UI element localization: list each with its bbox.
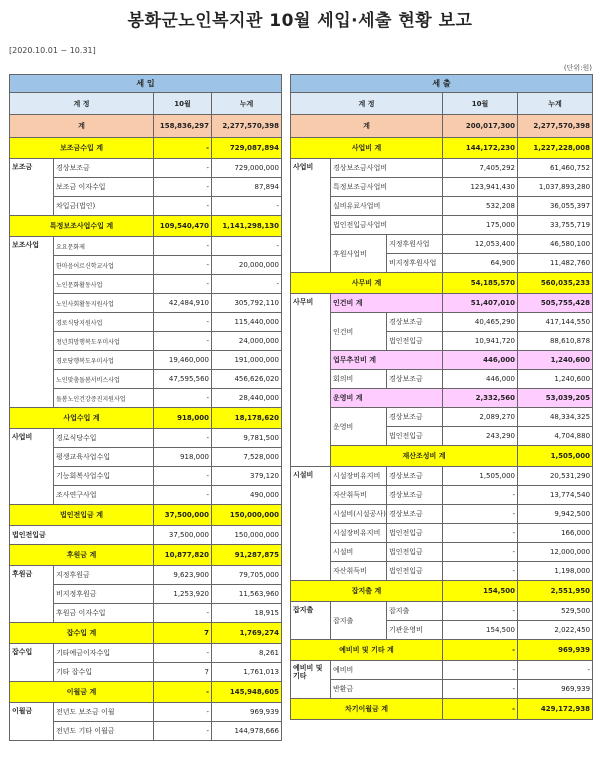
cum-value: 2,022,450 bbox=[518, 621, 593, 640]
cum-value: 150,000,000 bbox=[212, 526, 282, 545]
category-label: 사업비 bbox=[10, 429, 54, 505]
month-value: 42,484,910 bbox=[154, 294, 212, 313]
item-name: 인건비 bbox=[331, 313, 387, 351]
month-value: - bbox=[154, 703, 212, 722]
cum-value: 91,287,875 bbox=[212, 545, 282, 566]
subtotal-row bbox=[10, 216, 282, 237]
month-value: 64,900 bbox=[443, 254, 518, 273]
subtotal-row bbox=[291, 640, 593, 661]
income-section-title: 세 입 bbox=[10, 75, 282, 93]
expense-table bbox=[290, 74, 593, 720]
month-value: 51,407,010 bbox=[443, 294, 518, 313]
col-account: 계 정 bbox=[10, 93, 154, 115]
month-value: 200,017,300 bbox=[443, 115, 518, 138]
sub-item-name: 법인전입금 bbox=[387, 332, 443, 351]
table-row bbox=[291, 370, 593, 389]
month-value: 918,000 bbox=[154, 408, 212, 429]
table-row bbox=[291, 235, 593, 254]
sub-item-name: 경상보조금 bbox=[387, 486, 443, 505]
month-value: 7 bbox=[154, 663, 212, 682]
cum-value: 53,039,205 bbox=[518, 389, 593, 408]
item-name: 기타 잡수입 bbox=[54, 663, 154, 682]
month-value: - bbox=[443, 699, 518, 720]
month-value: - bbox=[154, 429, 212, 448]
cum-value: 2,277,570,398 bbox=[518, 115, 593, 138]
item-name: 노인맞춤돌봄서비스사업 bbox=[54, 370, 154, 389]
cum-value: 33,755,719 bbox=[518, 216, 593, 235]
category-label: 시설비 bbox=[291, 467, 331, 581]
month-value: - bbox=[154, 389, 212, 408]
month-value: 532,208 bbox=[443, 197, 518, 216]
item-name: 자산취득비 bbox=[331, 562, 387, 581]
cum-value: 4,704,880 bbox=[518, 427, 593, 446]
cum-value: - bbox=[212, 197, 282, 216]
sub-item-name: 경상보조금 bbox=[387, 370, 443, 389]
month-value: - bbox=[443, 543, 518, 562]
cum-value: 379,120 bbox=[212, 467, 282, 486]
table-row bbox=[291, 467, 593, 486]
row-label: 이월금 계 bbox=[10, 682, 154, 703]
month-value: 37,500,000 bbox=[154, 505, 212, 526]
month-value: - bbox=[443, 562, 518, 581]
month-value: 2,089,270 bbox=[443, 408, 518, 427]
item-name: 시설장비유지비 bbox=[331, 467, 387, 486]
category-label: 사무비 bbox=[291, 294, 331, 467]
subtotal-row bbox=[291, 351, 593, 370]
month-value: 154,500 bbox=[443, 621, 518, 640]
category-label: 법인전입금 bbox=[10, 526, 154, 545]
item-name: 예비비 bbox=[331, 661, 443, 680]
sub-item-name: 경상보조금 bbox=[387, 313, 443, 332]
table-row bbox=[10, 429, 282, 448]
table-row bbox=[10, 644, 282, 663]
cum-value: 1,761,013 bbox=[212, 663, 282, 682]
cum-value: 191,000,000 bbox=[212, 351, 282, 370]
subtotal-row bbox=[10, 505, 282, 526]
category-label: 보조금 bbox=[10, 159, 54, 216]
row-label: 계 bbox=[291, 115, 443, 138]
item-name: 시설비 bbox=[331, 543, 387, 562]
month-value: 918,000 bbox=[154, 448, 212, 467]
month-value: - bbox=[154, 275, 212, 294]
expense-section-title: 세 출 bbox=[291, 75, 593, 93]
month-value: - bbox=[154, 644, 212, 663]
month-value: - bbox=[154, 682, 212, 703]
month-value: - bbox=[154, 604, 212, 623]
cum-value: 20,531,290 bbox=[518, 467, 593, 486]
item-name: 전년도 기타 이월금 bbox=[54, 722, 154, 741]
month-value: 10,877,820 bbox=[154, 545, 212, 566]
table-row bbox=[291, 408, 593, 427]
cum-value: 490,000 bbox=[212, 486, 282, 505]
row-label: 사무비 계 bbox=[291, 273, 443, 294]
month-value: 7 bbox=[154, 623, 212, 644]
row-label: 인건비 계 bbox=[331, 294, 443, 313]
sub-item-name: 법인전입금 bbox=[387, 427, 443, 446]
cum-value: 46,580,100 bbox=[518, 235, 593, 254]
item-name: 경상보조금 bbox=[54, 159, 154, 178]
month-value: - bbox=[154, 197, 212, 216]
cum-value: 1,769,274 bbox=[212, 623, 282, 644]
col-month: 10월 bbox=[443, 93, 518, 115]
sub-item-name: 경상보조금 bbox=[387, 505, 443, 524]
cum-value: 305,792,110 bbox=[212, 294, 282, 313]
cum-value: 1,240,600 bbox=[518, 351, 593, 370]
sub-item-name: 경상보조금 bbox=[387, 408, 443, 427]
item-name: 보조금 이자수입 bbox=[54, 178, 154, 197]
cum-value: 1,141,298,130 bbox=[212, 216, 282, 237]
expense-total-row bbox=[291, 115, 593, 138]
month-value: 37,500,000 bbox=[154, 526, 212, 545]
table-row bbox=[291, 661, 593, 680]
sub-item-name: 경상보조금 bbox=[387, 467, 443, 486]
month-value: 243,290 bbox=[443, 427, 518, 446]
item-name: 청년희망행복도우미사업 bbox=[54, 332, 154, 351]
table-row bbox=[291, 602, 593, 621]
sub-item-name: 지정후원사업 bbox=[387, 235, 443, 254]
month-value: - bbox=[443, 661, 518, 680]
sub-item-name: 법인전입금 bbox=[387, 543, 443, 562]
month-value: 109,540,470 bbox=[154, 216, 212, 237]
cum-value: 529,500 bbox=[518, 602, 593, 621]
cum-value: 150,000,000 bbox=[212, 505, 282, 526]
subtotal-row bbox=[291, 581, 593, 602]
cum-value: 166,000 bbox=[518, 524, 593, 543]
item-name: 자산취득비 bbox=[331, 486, 387, 505]
row-label: 차기이월금 계 bbox=[291, 699, 443, 720]
cum-value: 729,000,000 bbox=[212, 159, 282, 178]
sub-item-name: 비지정후원사업 bbox=[387, 254, 443, 273]
category-label: 후원금 bbox=[10, 566, 54, 623]
table-row bbox=[291, 313, 593, 332]
cum-value: 115,440,000 bbox=[212, 313, 282, 332]
month-value: - bbox=[154, 138, 212, 159]
cum-value: 24,000,000 bbox=[212, 332, 282, 351]
category-label: 예비비 및기타 bbox=[291, 661, 331, 699]
item-name: 잡지출 bbox=[331, 602, 387, 640]
item-name: 조사연구사업 bbox=[54, 486, 154, 505]
month-value: - bbox=[443, 602, 518, 621]
col-cumulative: 누계 bbox=[518, 93, 593, 115]
report-period: [2020.10.01 ~ 10.31] bbox=[9, 46, 96, 55]
month-value: 54,185,570 bbox=[443, 273, 518, 294]
cum-value: 2,551,950 bbox=[518, 581, 593, 602]
month-value: 47,595,560 bbox=[154, 370, 212, 389]
table-row bbox=[10, 159, 282, 178]
subtotal-row bbox=[291, 294, 593, 313]
month-value: - bbox=[154, 467, 212, 486]
table-row bbox=[10, 703, 282, 722]
item-name: 반환금 bbox=[331, 680, 443, 699]
cum-value: 144,978,666 bbox=[212, 722, 282, 741]
cum-value: 145,948,605 bbox=[212, 682, 282, 703]
subtotal-row bbox=[10, 408, 282, 429]
cum-value: 429,172,938 bbox=[518, 699, 593, 720]
cum-value: 456,626,020 bbox=[212, 370, 282, 389]
month-value: 19,460,000 bbox=[154, 351, 212, 370]
item-name: 차입금(법인) bbox=[54, 197, 154, 216]
cum-value: 969,939 bbox=[518, 680, 593, 699]
category-label: 이월금 bbox=[10, 703, 54, 741]
month-value: - bbox=[154, 486, 212, 505]
sub-item-name: 기관운영비 bbox=[387, 621, 443, 640]
month-value: 154,500 bbox=[443, 581, 518, 602]
table-row bbox=[291, 543, 593, 562]
month-value: - bbox=[154, 722, 212, 741]
row-label: 특정보조사업수입 계 bbox=[10, 216, 154, 237]
item-name: 기능회복사업수입 bbox=[54, 467, 154, 486]
cum-value: 9,781,500 bbox=[212, 429, 282, 448]
row-label: 업무추진비 계 bbox=[331, 351, 443, 370]
sub-item-name: 법인전입금 bbox=[387, 562, 443, 581]
cum-value: 2,277,570,398 bbox=[212, 115, 282, 138]
subtotal-row bbox=[10, 623, 282, 644]
item-name: 돌봄노인건강증진지원사업 bbox=[54, 389, 154, 408]
cum-value: 11,482,760 bbox=[518, 254, 593, 273]
cum-value: 18,915 bbox=[212, 604, 282, 623]
table-row bbox=[291, 680, 593, 699]
cum-value: - bbox=[212, 237, 282, 256]
item-name: 노인사회활동지원사업 bbox=[54, 294, 154, 313]
cum-value: 11,563,960 bbox=[212, 585, 282, 604]
month-value: - bbox=[154, 159, 212, 178]
item-name: 운영비 bbox=[331, 408, 387, 446]
row-label: 잡수입 계 bbox=[10, 623, 154, 644]
month-value: 1,505,000 bbox=[518, 446, 593, 467]
cum-value: 18,178,620 bbox=[212, 408, 282, 429]
income-total-row bbox=[10, 115, 282, 138]
item-name: 경로식당지원사업 bbox=[54, 313, 154, 332]
subtotal-row bbox=[291, 446, 593, 467]
subtotal-row bbox=[10, 682, 282, 703]
item-name: 시설장비유지비 bbox=[331, 524, 387, 543]
row-label: 사업비 계 bbox=[291, 138, 443, 159]
month-value: 123,941,430 bbox=[443, 178, 518, 197]
row-label: 계 bbox=[10, 115, 154, 138]
month-value: 1,505,000 bbox=[443, 467, 518, 486]
table-row bbox=[291, 216, 593, 235]
table-row bbox=[291, 562, 593, 581]
month-value: 446,000 bbox=[443, 370, 518, 389]
month-value: - bbox=[154, 256, 212, 275]
category-label: 잡수입 bbox=[10, 644, 54, 682]
cum-value: 969,939 bbox=[518, 640, 593, 661]
cum-value: 729,087,894 bbox=[212, 138, 282, 159]
month-value: - bbox=[443, 524, 518, 543]
item-name: 노인문화활동사업 bbox=[54, 275, 154, 294]
item-name: 후원금 이자수입 bbox=[54, 604, 154, 623]
row-label: 후원금 계 bbox=[10, 545, 154, 566]
subtotal-row bbox=[291, 273, 593, 294]
row-label: 사업수입 계 bbox=[10, 408, 154, 429]
month-value: 7,405,292 bbox=[443, 159, 518, 178]
cum-value: 87,894 bbox=[212, 178, 282, 197]
cum-value: 12,000,000 bbox=[518, 543, 593, 562]
cum-value: 9,942,500 bbox=[518, 505, 593, 524]
item-name: 경로당행복도우미사업 bbox=[54, 351, 154, 370]
month-value: 9,623,900 bbox=[154, 566, 212, 585]
unit-label: (단위:원) bbox=[563, 64, 592, 72]
cum-value: 8,261 bbox=[212, 644, 282, 663]
sub-item-name: 법인전입금 bbox=[387, 524, 443, 543]
cum-value: 1,227,228,008 bbox=[518, 138, 593, 159]
item-name: 지정후원금 bbox=[54, 566, 154, 585]
month-value: - bbox=[154, 332, 212, 351]
month-value: - bbox=[154, 237, 212, 256]
month-value: 158,836,297 bbox=[154, 115, 212, 138]
category-label: 사업비 bbox=[291, 159, 331, 273]
cum-value: 28,440,000 bbox=[212, 389, 282, 408]
report-title: 봉화군노인복지관 10월 세입·세출 현황 보고 bbox=[127, 11, 473, 31]
cum-value: 48,334,325 bbox=[518, 408, 593, 427]
item-name: 기타예금이자수입 bbox=[54, 644, 154, 663]
item-name: 실비유료사업비 bbox=[331, 197, 443, 216]
table-row bbox=[291, 505, 593, 524]
col-cumulative: 누계 bbox=[212, 93, 282, 115]
month-value: - bbox=[443, 680, 518, 699]
row-label: 운영비 계 bbox=[331, 389, 443, 408]
item-name: 회의비 bbox=[331, 370, 387, 389]
col-month: 10월 bbox=[154, 93, 212, 115]
subtotal-row bbox=[10, 545, 282, 566]
row-label: 잡지출 계 bbox=[291, 581, 443, 602]
table-row bbox=[10, 526, 282, 545]
cum-value: - bbox=[212, 275, 282, 294]
subtotal-row bbox=[10, 138, 282, 159]
item-name: 요요문화제 bbox=[54, 237, 154, 256]
item-name: 전년도 보조금 이월 bbox=[54, 703, 154, 722]
subtotal-row bbox=[291, 389, 593, 408]
cum-value: - bbox=[518, 661, 593, 680]
month-value: 40,465,290 bbox=[443, 313, 518, 332]
item-name: 특정보조금사업비 bbox=[331, 178, 443, 197]
cum-value: 36,055,397 bbox=[518, 197, 593, 216]
item-name: 한마음어르신학교사업 bbox=[54, 256, 154, 275]
col-account: 계 정 bbox=[291, 93, 443, 115]
cum-value: 1,037,893,280 bbox=[518, 178, 593, 197]
row-label: 법인전입금 계 bbox=[10, 505, 154, 526]
month-value: 12,053,400 bbox=[443, 235, 518, 254]
cum-value: 1,198,000 bbox=[518, 562, 593, 581]
cum-value: 560,035,233 bbox=[518, 273, 593, 294]
item-name: 평생교육사업수입 bbox=[54, 448, 154, 467]
month-value: 446,000 bbox=[443, 351, 518, 370]
item-name: 비지정후원금 bbox=[54, 585, 154, 604]
cum-value: 7,528,000 bbox=[212, 448, 282, 467]
row-label: 보조금수입 계 bbox=[10, 138, 154, 159]
month-value: - bbox=[154, 178, 212, 197]
table-row bbox=[291, 159, 593, 178]
cum-value: 20,000,000 bbox=[212, 256, 282, 275]
subtotal-row bbox=[291, 138, 593, 159]
table-row bbox=[291, 197, 593, 216]
month-value: 10,941,720 bbox=[443, 332, 518, 351]
row-label: 재산조성비 계 bbox=[331, 446, 518, 467]
table-row bbox=[291, 524, 593, 543]
table-row bbox=[10, 566, 282, 585]
category-label: 잡지출 bbox=[291, 602, 331, 640]
cum-value: 88,610,878 bbox=[518, 332, 593, 351]
row-label: 예비비 및 기타 계 bbox=[291, 640, 443, 661]
item-name: 법인전입금사업비 bbox=[331, 216, 443, 235]
item-name: 경상보조금사업비 bbox=[331, 159, 443, 178]
table-row bbox=[10, 237, 282, 256]
cum-value: 505,755,428 bbox=[518, 294, 593, 313]
month-value: 144,172,230 bbox=[443, 138, 518, 159]
item-name: 후원사업비 bbox=[331, 235, 387, 273]
cum-value: 969,939 bbox=[212, 703, 282, 722]
month-value: 1,253,920 bbox=[154, 585, 212, 604]
subtotal-row bbox=[291, 699, 593, 720]
month-value: 2,332,560 bbox=[443, 389, 518, 408]
table-row bbox=[291, 486, 593, 505]
cum-value: 61,460,752 bbox=[518, 159, 593, 178]
item-name: 경로식당수입 bbox=[54, 429, 154, 448]
cum-value: 1,240,600 bbox=[518, 370, 593, 389]
cum-value: 79,705,000 bbox=[212, 566, 282, 585]
sub-item-name: 잡지출 bbox=[387, 602, 443, 621]
month-value: - bbox=[154, 313, 212, 332]
cum-value: 417,144,550 bbox=[518, 313, 593, 332]
month-value: - bbox=[443, 505, 518, 524]
month-value: - bbox=[443, 486, 518, 505]
item-name: 시설비(시설공사) bbox=[331, 505, 387, 524]
cum-value: 13,774,540 bbox=[518, 486, 593, 505]
month-value: 175,000 bbox=[443, 216, 518, 235]
category-label: 보조사업 bbox=[10, 237, 54, 408]
month-value: - bbox=[443, 640, 518, 661]
income-table bbox=[9, 74, 282, 741]
table-row bbox=[291, 178, 593, 197]
